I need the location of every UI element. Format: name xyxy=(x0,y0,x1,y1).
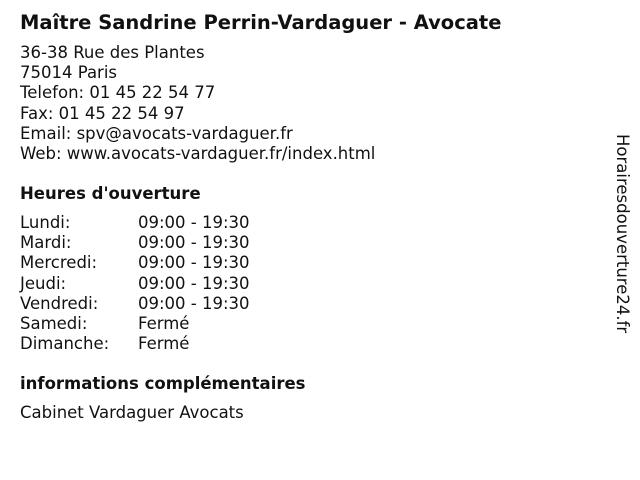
opening-hours-heading: Heures d'ouverture xyxy=(20,184,201,203)
day-hours: 09:00 - 19:30 xyxy=(138,253,250,273)
day-hours: 09:00 - 19:30 xyxy=(138,233,250,253)
day-label: Lundi: xyxy=(20,213,71,232)
fax-number: Fax: 01 45 22 54 97 xyxy=(20,103,185,123)
email-address: Email: spv@avocats-vardaguer.fr xyxy=(20,123,293,143)
day-label: Vendredi: xyxy=(20,293,99,313)
day-hours: Fermé xyxy=(138,313,190,333)
day-hours: Fermé xyxy=(138,334,190,354)
day-label: Mardi: xyxy=(20,233,72,253)
day-label: Mercredi: xyxy=(20,253,98,273)
site-watermark-label: Horairesdouverture24.fr xyxy=(613,134,632,334)
day-label: Jeudi: xyxy=(20,273,67,293)
address-city: 75014 Paris xyxy=(20,63,118,83)
day-hours: 09:00 - 19:30 xyxy=(138,213,250,232)
phone-number: Telefon: 01 45 22 54 77 xyxy=(20,83,216,103)
address-street: 36-38 Rue des Plantes xyxy=(20,43,205,62)
additional-info-heading: informations complémentaires xyxy=(20,374,306,393)
day-label: Dimanche: xyxy=(20,334,110,354)
address-block xyxy=(20,43,375,164)
day-label: Samedi: xyxy=(20,313,88,333)
day-hours: 09:00 - 19:30 xyxy=(138,293,250,313)
day-hours: 09:00 - 19:30 xyxy=(138,273,250,293)
additional-info-text: Cabinet Vardaguer Avocats xyxy=(20,403,244,422)
website-url: Web: www.avocats-vardaguer.fr/index.html xyxy=(20,143,376,163)
page-title: Maître Sandrine Perrin-Vardaguer - Avocate xyxy=(20,11,502,34)
